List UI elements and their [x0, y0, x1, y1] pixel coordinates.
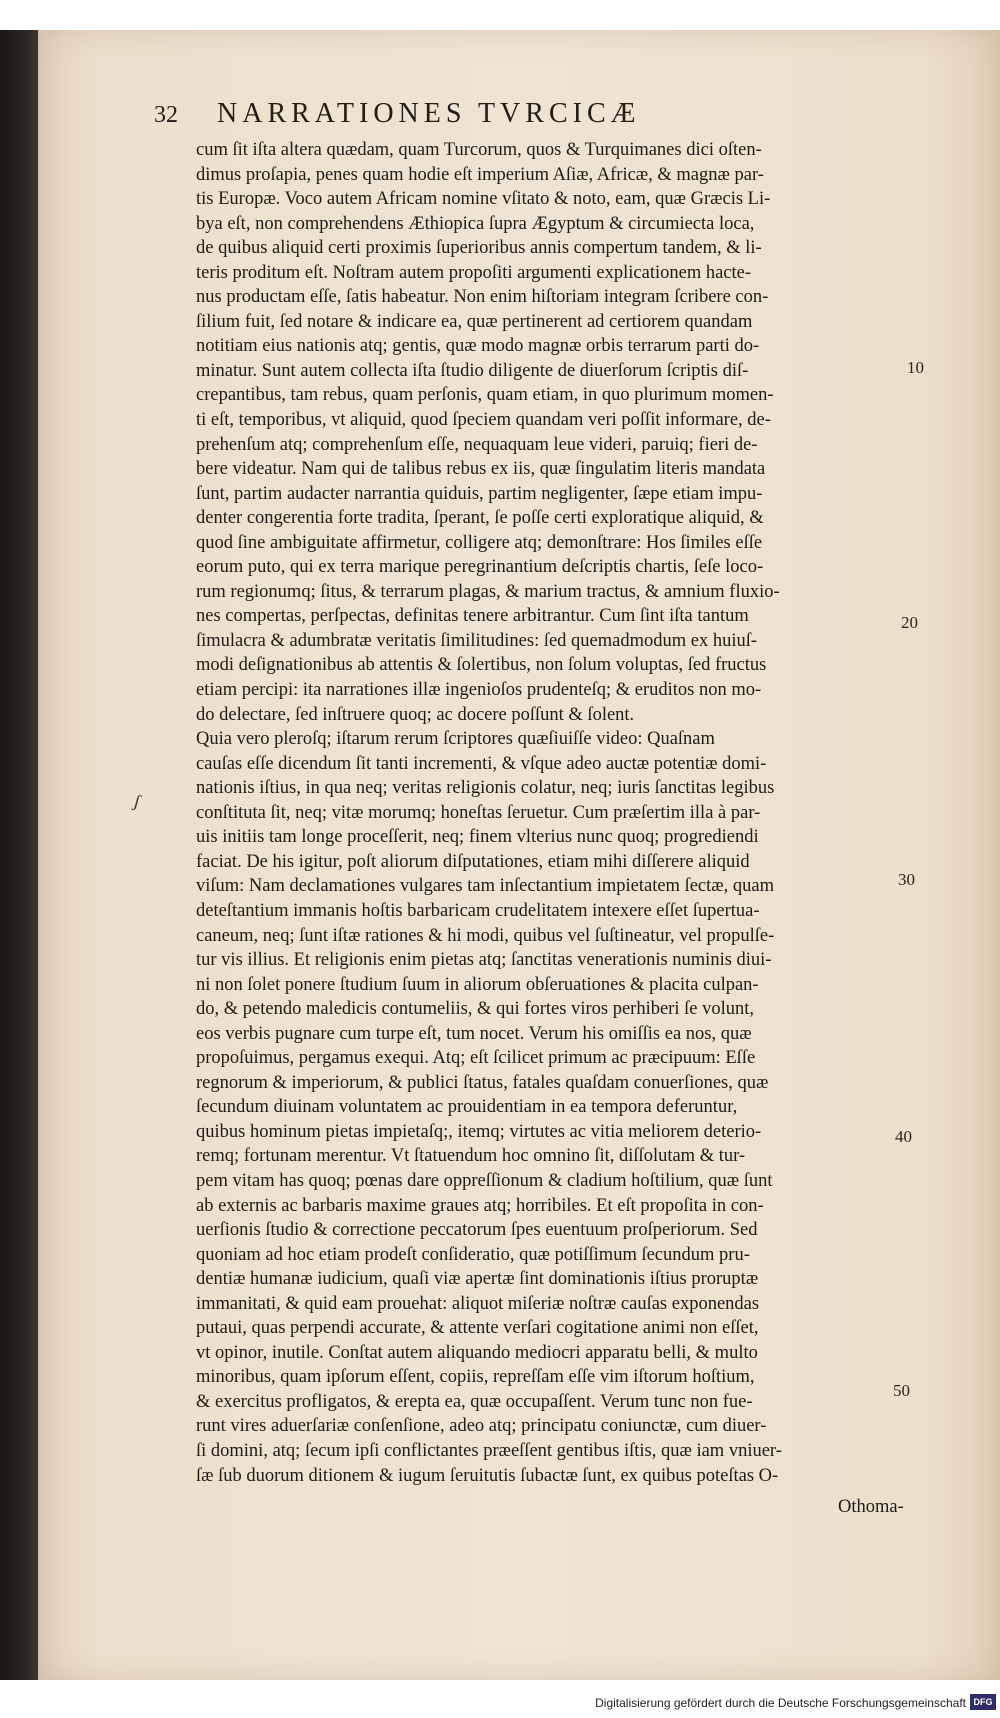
- text-line: eorum puto, qui ex terra marique peregrinantium deſcriptis chartis, ſeſe loco-: [196, 557, 764, 578]
- text-line: remq; fortunam merentur. Vt ſtatuendum hoc omnino ſit, diſſolutam & tur-: [196, 1146, 746, 1167]
- line-number-10: 10: [907, 358, 924, 377]
- text-line: ſilium fuit, ſed notare & indicare ea, quæ pertinerent ad certiorem quandam: [196, 311, 753, 332]
- text-line: deteſtantium immanis hoſtis barbaricam crudelitatem intexere eſſet ſupertua-: [196, 900, 760, 921]
- line-number-40: 40: [895, 1127, 912, 1146]
- text-line: bya eſt, non comprehendens Æthiopica ſupra Ægyptum & circumiecta loca,: [196, 213, 755, 234]
- text-line: quibus hominum pietas impietaſq;, itemq; virtutes ac vitia meliorem deterio-: [196, 1121, 762, 1142]
- text-line: propoſuimus, pergamus exequi. Atq; eſt ſcilicet primum ac præcipuum: Eſſe: [196, 1048, 756, 1069]
- text-line: cum ſit iſta altera quædam, quam Turcorum, quos & Turquimanes dici oſten-: [196, 140, 762, 160]
- footer-bar: [0, 1692, 1000, 1718]
- text-line: cauſas eſſe dicendum ſit tanti incrementi, & vſque adeo auctæ potentiæ domi-: [196, 753, 767, 774]
- text-line: runt vires aduerſariæ conſenſione, adeo atq; principatu coniunctæ, cum diuer-: [196, 1416, 767, 1437]
- page-number: 32: [154, 102, 178, 128]
- text-line: quoniam ad hoc etiam prodeſt conſideratio, quæ potiſſimum ſecundum pru-: [196, 1244, 750, 1265]
- text-line: pem vitam has quoq; pœnas dare oppreſſionum & cladium hoſtilium, quæ ſunt: [196, 1170, 773, 1191]
- text-line: ab externis ac barbaris maxime graues atq; horribiles. Et eſt propoſita in con-: [196, 1195, 764, 1216]
- text-line: ſunt, partim audacter narrantia quiduis, partim negligenter, ſæpe etiam impu-: [196, 483, 763, 504]
- text-line: dimus proſapia, penes quam hodie eſt imperium Aſiæ, Africæ, & magnæ par-: [196, 164, 764, 185]
- text-line: teris proditum eſt. Noſtram autem propoſiti argumenti explicationem hacte-: [196, 262, 752, 283]
- text-line: crepantibus, tam rebus, quam perſonis, quam etiam, in quo plurimum momen-: [196, 385, 774, 406]
- text-line: uerſionis ſtudio & correctione peccatorum ſpes euentuum proſperiorum. Sed: [196, 1220, 758, 1241]
- text-line: minoribus, quam ipſorum eſſent, copiis, repreſſam eſſe vim iſtorum hoſtium,: [196, 1367, 755, 1388]
- text-line: nus productam eſſe, ſatis habeatur. Non enim hiſtoriam integram ſcribere con-: [196, 287, 769, 308]
- catchword: Othoma-: [838, 1497, 904, 1517]
- text-line: modi deſignationibus ab attentis & ſolertibus, non ſolum voluptas, ſed fructus: [196, 655, 767, 676]
- book-spine: [0, 30, 38, 1680]
- text-line: conſtituta ſit, neq; vitæ morumq; honeſtas ſeruetur. Cum præſertim illa à par-: [196, 802, 761, 823]
- text-line: eos verbis pugnare cum turpe eſt, tum nocet. Verum his omiſſis ea nos, quæ: [196, 1023, 752, 1044]
- body-text: [196, 138, 896, 1488]
- text-line: ni non ſolet ponere ſtudium ſuum in aliorum obſeruationes & placita culpan-: [196, 974, 759, 995]
- text-line: ſæ ſub duorum ditionem & iugum ſeruitutis ſubactæ ſunt, ex quibus poteſtas O-: [196, 1465, 779, 1486]
- text-line: faciat. De his igitur, poſt aliorum diſputationes, etiam mihi diſſerere aliquid: [196, 851, 750, 872]
- text-line: immanitati, & quid eam prouehat: aliquot miſeriæ noſtræ cauſas exponendas: [196, 1293, 760, 1314]
- text-line: & exercitus profligatos, & erepta ea, quæ occupaſſent. Verum tunc non fue-: [196, 1391, 753, 1412]
- text-line: nationis iſtius, in qua neq; veritas religionis colatur, neq; iuris ſanctitas legibus: [196, 778, 775, 799]
- text-line: ti eſt, temporibus, vt aliquid, quod ſpeciem quandam veri poſſit informare, de-: [196, 410, 771, 431]
- text-line: etiam percipi: ita narrationes illæ ingenioſos prudenteſq; & eruditos non mo-: [196, 680, 762, 701]
- text-line: tur vis illius. Et religionis enim pietas atq; ſanctitas venerationis numinis diui-: [196, 950, 772, 971]
- line-number-30: 30: [898, 870, 915, 889]
- text-line: regnorum & imperiorum, & publici ſtatus, fatales quaſdam conuerſiones, quæ: [196, 1072, 769, 1093]
- text-line: nes compertas, perſpectas, definitas tenere arbitrantur. Cum ſint iſta tantum: [196, 606, 749, 627]
- running-title: NARRATIONES TVRCICÆ: [217, 98, 641, 129]
- text-line: quod ſine ambiguitate affirmetur, colligere atq; demonſtrare: Hos ſimiles eſſe: [196, 532, 763, 553]
- line-number-50: 50: [893, 1381, 910, 1400]
- dfg-logo-icon: DFG: [970, 1694, 996, 1710]
- text-line: denter congerentia forte tradita, ſperant, ſe poſſe certi exploratique aliquid, &: [196, 508, 764, 529]
- text-line: Quia vero pleroſq; iſtarum rerum ſcriptores quæſiuiſſe video: Quaſnam: [196, 729, 715, 750]
- margin-mark: ʃ: [131, 790, 143, 812]
- text-line: dentiæ humanæ iudicium, quaſi viæ apertæ ſint dominationis iſtius proruptæ: [196, 1269, 759, 1290]
- text-line: uis initiis tam longe proceſſerit, neq; finem vlterius nunc quoq; progrediendi: [196, 827, 759, 848]
- text-line: tis Europæ. Voco autem Africam nomine vſitato & noto, eam, quæ Græcis Li-: [196, 189, 771, 210]
- text-line: caneum, neq; ſunt iſtæ rationes & hi modi, quibus vel ſuſtineatur, vel propulſe-: [196, 925, 775, 946]
- text-line: bere videatur. Nam qui de talibus rebus ex iis, quæ ſingulatim literis mandata: [196, 459, 766, 480]
- text-line: vt opinor, inutile. Conſtat autem aliquando mediocri apparatu belli, & multo: [196, 1342, 758, 1363]
- text-line: de quibus aliquid certi proximis ſuperioribus annis compertum tandem, & li-: [196, 238, 762, 259]
- text-line: ſi domini, atq; ſecum ipſi conflictantes præeſſent gentibus iſtis, quæ iam vniuer-: [196, 1440, 782, 1461]
- text-line: do delectare, ſed inſtruere quoq; ac docere poſſunt & ſolent.: [196, 704, 635, 725]
- text-line: prehenſum atq; comprehenſum eſſe, nequaquam leue videri, paruiq; fieri de-: [196, 434, 758, 455]
- text-line: rum regionumq; ſitus, & terrarum plagas, & marium tractus, & amnium fluxio-: [196, 581, 780, 602]
- text-line: do, & petendo maledicis contumeliis, & qui fortes viros perhiberi ſe volunt,: [196, 999, 754, 1020]
- footer-credit: Digitalisierung gefördert durch die Deutsche Forschungsgemeinschaft: [595, 1696, 966, 1710]
- text-line: notitiam eius nationis atq; gentis, quæ modo magnæ orbis terrarum parti do-: [196, 336, 760, 357]
- page-header: [154, 98, 887, 142]
- text-line: putaui, quas perpendi accurate, & attente verſari cogitatione animi non eſſet,: [196, 1318, 759, 1339]
- text-line: ſecundum diuinam voluntatem ac prouidentiam in ea tempora deferuntur,: [196, 1097, 738, 1118]
- line-number-20: 20: [901, 613, 918, 632]
- text-line: minatur. Sunt autem collecta iſta ſtudio diligente de diuerſorum ſcriptis diſ-: [196, 360, 749, 381]
- text-line: ſimulacra & adumbratæ veritatis ſimilitudines: ſed quemadmodum ex huiuſ-: [196, 630, 758, 651]
- text-line: viſum: Nam declamationes vulgares tam inſectantium impietatem ſectæ, quam: [196, 876, 774, 897]
